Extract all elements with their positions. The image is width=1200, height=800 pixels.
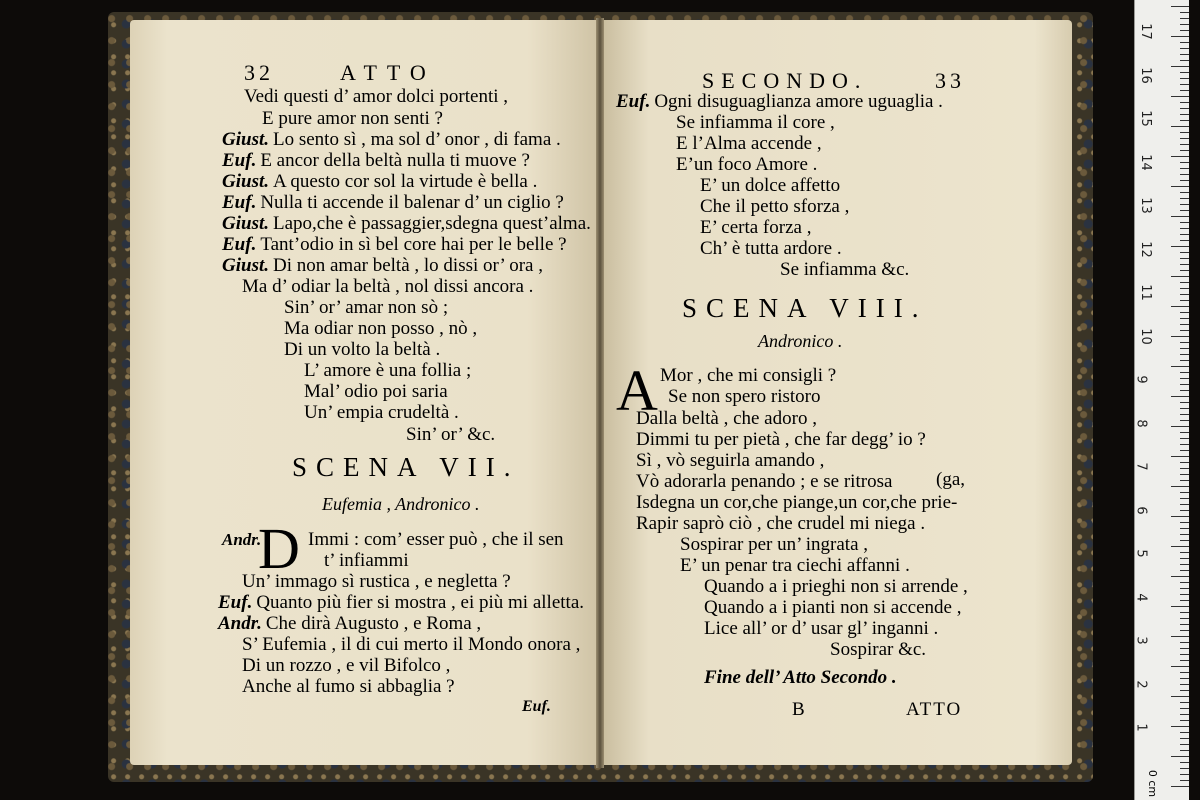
verse-text: Lapo,che è passaggier,sdegna quest’alma. xyxy=(273,213,591,234)
ruler-tick xyxy=(1180,450,1189,451)
verse-text: Quanto più fier si mostra , ei più mi alletta. xyxy=(256,592,585,613)
verse-text: Nulla ti accende il balenar d’ un ciglio ? xyxy=(260,192,564,213)
ruler-unit: 0 cm xyxy=(1146,769,1160,798)
ruler-tick xyxy=(1180,744,1189,745)
ruler-tick xyxy=(1180,570,1189,571)
ruler-tick xyxy=(1180,228,1189,229)
verse-line xyxy=(242,572,511,592)
ruler-tick xyxy=(1180,120,1189,121)
verse-text: Dalla beltà , che adoro , xyxy=(636,408,817,429)
ruler-tick xyxy=(1180,198,1189,199)
ruler-tick xyxy=(1180,162,1189,163)
ruler-tick xyxy=(1171,486,1189,487)
ruler-tick xyxy=(1180,402,1189,403)
ruler-tick xyxy=(1180,624,1189,625)
ruler-tick xyxy=(1180,282,1189,283)
ruler-tick xyxy=(1180,204,1189,205)
ruler-tick xyxy=(1180,360,1189,361)
ruler-tick xyxy=(1180,600,1189,601)
verse-line xyxy=(218,593,584,613)
ruler-tick xyxy=(1180,342,1189,343)
ruler-tick xyxy=(1180,642,1189,643)
ruler-number: 17 xyxy=(1137,23,1153,40)
verse-line xyxy=(304,382,448,402)
verse-text: Isdegna un cor,che piange,un cor,che prie- xyxy=(636,492,958,513)
verse-line xyxy=(222,214,591,234)
speaker-label: Giust. xyxy=(222,171,269,192)
verse-text: E ancor della beltà nulla ti muove ? xyxy=(260,150,530,171)
speaker-label: Giust. xyxy=(222,213,269,234)
ruler-tick xyxy=(1180,12,1189,13)
ruler-tick xyxy=(1180,654,1189,655)
left-dropcap-speaker: Andr. xyxy=(222,530,262,549)
ruler-tick xyxy=(1180,612,1189,613)
ruler-tick xyxy=(1180,750,1189,751)
ruler-number: 6 xyxy=(1133,505,1149,515)
ruler-tick xyxy=(1180,240,1189,241)
ruler-tick xyxy=(1171,36,1189,37)
verse-line xyxy=(218,614,481,634)
ruler-tick xyxy=(1171,306,1189,307)
ruler-tick xyxy=(1180,78,1189,79)
ruler-tick xyxy=(1180,30,1189,31)
ruler-tick xyxy=(1180,234,1189,235)
ruler-tick xyxy=(1180,594,1189,595)
ruler-tick xyxy=(1180,582,1189,583)
ruler-tick xyxy=(1171,636,1189,637)
ruler-tick xyxy=(1171,96,1189,97)
ruler-tick xyxy=(1180,18,1189,19)
verse-line xyxy=(262,109,443,129)
ruler-tick xyxy=(1180,498,1189,499)
ruler-tick xyxy=(1180,108,1189,109)
ruler-tick xyxy=(1180,180,1189,181)
ruler-tick xyxy=(1180,24,1189,25)
verse-line xyxy=(304,361,471,381)
verse-text: Vedi questi d’ amor dolci portenti , xyxy=(244,86,509,107)
ruler-tick xyxy=(1171,156,1189,157)
ruler-number: 13 xyxy=(1137,197,1153,214)
ruler-number: 7 xyxy=(1133,462,1149,471)
verse-text: Ogni disuguaglianza amore uguaglia . xyxy=(654,91,943,112)
verse-line xyxy=(284,340,440,360)
ruler-tick xyxy=(1180,684,1189,685)
ruler-tick xyxy=(1171,456,1189,457)
verse-text: Un’ immago sì rustica , e negletta ? xyxy=(242,571,511,592)
verse-text: Che il petto sforza , xyxy=(700,196,850,217)
ruler-tick xyxy=(1180,432,1189,433)
right-running-head: SECONDO. xyxy=(702,68,868,93)
ruler-tick xyxy=(1171,786,1189,787)
ruler-tick xyxy=(1180,768,1189,769)
verse-text: Che dirà Augusto , e Roma , xyxy=(265,613,482,634)
ruler-tick xyxy=(1180,408,1189,409)
verse-line xyxy=(704,577,968,597)
ruler-tick xyxy=(1180,510,1189,511)
ruler-tick xyxy=(1180,330,1189,331)
verse-line xyxy=(636,451,824,471)
ruler-tick xyxy=(1171,606,1189,607)
ruler-tick xyxy=(1171,66,1189,67)
ruler-tick xyxy=(1171,726,1189,727)
verse-text: S’ Eufemia , il di cui merto il Mondo onora , xyxy=(242,634,581,655)
speaker-label: Euf. xyxy=(222,234,257,255)
verse-line xyxy=(830,640,926,660)
verse-text: Ch’ è tutta ardore . xyxy=(700,238,842,259)
verse-text: Di un rozzo , e vil Bifolco , xyxy=(242,655,451,676)
verse-line xyxy=(242,656,450,676)
ruler-tick xyxy=(1180,294,1189,295)
speaker-label: Euf. xyxy=(616,91,651,112)
ruler-tick xyxy=(1180,462,1189,463)
ruler-tick xyxy=(1171,516,1189,517)
verse-text: E pure amor non senti ? xyxy=(262,108,443,129)
ruler-tick xyxy=(1180,174,1189,175)
ruler-tick xyxy=(1180,300,1189,301)
verse-line xyxy=(304,403,459,423)
right-end-line: Fine dell’ Atto Secondo . xyxy=(704,667,897,688)
verse-text: A questo cor sol la virtude è bella . xyxy=(273,171,538,192)
ruler-tick xyxy=(1180,42,1189,43)
ruler-number: 12 xyxy=(1137,240,1153,258)
verse-line xyxy=(636,472,892,492)
ruler-number: 10 xyxy=(1137,327,1153,345)
ruler-tick xyxy=(1171,666,1189,667)
verse-text: L’ amore è una follia ; xyxy=(304,360,472,381)
speaker-label: Euf. xyxy=(222,150,257,171)
ruler-tick xyxy=(1180,390,1189,391)
ruler-tick xyxy=(1180,492,1189,493)
ruler-tick xyxy=(1180,168,1189,169)
verse-text: E’un foco Amore . xyxy=(676,154,818,175)
ruler-tick xyxy=(1171,366,1189,367)
ruler-tick xyxy=(1180,504,1189,505)
speaker-label: Andr. xyxy=(218,613,262,634)
ruler-tick xyxy=(1180,48,1189,49)
verse-line xyxy=(244,87,508,107)
ruler-tick xyxy=(1180,564,1189,565)
verse-line xyxy=(636,493,957,513)
verse-text: Sì , vò seguirla amando , xyxy=(636,450,825,471)
verse-text: Quando a i prieghi non si arrende , xyxy=(704,576,968,597)
ruler-tick xyxy=(1171,336,1189,337)
ruler-number: 8 xyxy=(1133,418,1149,428)
ruler-number: 16 xyxy=(1137,66,1153,84)
right-dropcap-letter: A xyxy=(616,358,658,423)
left-scene-heading: SCENA VII. xyxy=(292,452,520,482)
ruler-number: 15 xyxy=(1137,110,1153,127)
ruler-tick xyxy=(1180,144,1189,145)
verse-text: E’ un dolce affetto xyxy=(700,175,841,196)
ruler-tick xyxy=(1180,252,1189,253)
ruler-tick xyxy=(1180,780,1189,781)
ruler-tick xyxy=(1180,534,1189,535)
ruler-number: 14 xyxy=(1137,153,1153,171)
ruler-tick xyxy=(1180,54,1189,55)
verse-text: Lo sento sì , ma sol d’ onor , di fama . xyxy=(273,129,561,150)
ruler-tick xyxy=(1180,552,1189,553)
speaker-label: Euf. xyxy=(218,592,253,613)
ruler-number: 1 xyxy=(1133,723,1149,732)
ruler-tick xyxy=(1180,522,1189,523)
left-page-number: 32 xyxy=(244,60,274,85)
ruler-tick xyxy=(1171,6,1189,7)
verse-line xyxy=(284,319,477,339)
ruler-number: 5 xyxy=(1133,549,1149,558)
speaker-label: Giust. xyxy=(222,129,269,150)
ruler-tick xyxy=(1180,708,1189,709)
ruler-tick xyxy=(1180,660,1189,661)
ruler-tick xyxy=(1180,372,1189,373)
verse-line xyxy=(636,409,817,429)
verse-line xyxy=(222,235,567,255)
verse-text: Rapir saprò ciò , che crudel mi niega . xyxy=(636,513,926,534)
right-catchword: ATTO xyxy=(906,699,963,720)
verse-line xyxy=(676,155,817,175)
ruler-tick xyxy=(1171,576,1189,577)
verse-line xyxy=(222,172,537,192)
right-dropcap-line2: Se non spero ristoro xyxy=(668,386,821,407)
ruler-tick xyxy=(1180,738,1189,739)
ruler-tick xyxy=(1171,246,1189,247)
verse-text: Se infiamma il core , xyxy=(676,112,835,133)
verse-text: E’ certa forza , xyxy=(700,217,812,238)
ruler-tick xyxy=(1171,426,1189,427)
ruler-number: 2 xyxy=(1133,679,1149,689)
left-dropcap-line2: t’ infiammi xyxy=(324,550,409,571)
ruler-tick xyxy=(1180,444,1189,445)
ruler-tick xyxy=(1180,474,1189,475)
verse-line xyxy=(636,514,925,534)
ruler-tick xyxy=(1171,126,1189,127)
left-scene-characters: Eufemia , Andronico . xyxy=(322,494,480,514)
verse-text: Sin’ or’ &c. xyxy=(406,424,496,445)
ruler-tick xyxy=(1180,348,1189,349)
right-overflow-word: (ga, xyxy=(936,469,966,490)
book-gutter xyxy=(596,18,604,768)
ruler-tick xyxy=(1180,720,1189,721)
ruler-tick xyxy=(1180,732,1189,733)
verse-text: Lice all’ or d’ usar gl’ inganni . xyxy=(704,618,939,639)
ruler-tick xyxy=(1171,276,1189,277)
verse-line xyxy=(242,635,580,655)
ruler-tick xyxy=(1171,756,1189,757)
left-dropcap-line1: Immi : com’ esser può , che il sen xyxy=(308,529,564,550)
left-dropcap-letter: D xyxy=(258,516,300,581)
ruler-tick xyxy=(1180,90,1189,91)
ruler-tick xyxy=(1180,72,1189,73)
ruler-tick xyxy=(1180,84,1189,85)
ruler-tick xyxy=(1180,468,1189,469)
ruler-tick xyxy=(1180,288,1189,289)
verse-line xyxy=(700,218,811,238)
ruler-tick xyxy=(1180,762,1189,763)
verse-text: Dimmi tu per pietà , che far degg’ io ? xyxy=(636,429,926,450)
ruler-tick xyxy=(1171,186,1189,187)
ruler-tick xyxy=(1180,480,1189,481)
ruler-tick xyxy=(1180,558,1189,559)
ruler-tick xyxy=(1180,60,1189,61)
ruler-tick xyxy=(1171,216,1189,217)
verse-line xyxy=(680,535,868,555)
ruler-tick xyxy=(1180,114,1189,115)
ruler-tick xyxy=(1180,690,1189,691)
verse-line xyxy=(700,239,842,259)
verse-text: Ma odiar non posso , nò , xyxy=(284,318,478,339)
ruler-number: 9 xyxy=(1133,375,1149,384)
verse-line xyxy=(700,176,840,196)
verse-text: Tant’odio in sì bel core hai per le belle ? xyxy=(260,234,567,255)
verse-text: Di non amar beltà , lo dissi or’ ora , xyxy=(273,255,543,276)
ruler-tick xyxy=(1180,540,1189,541)
right-dropcap-line1: Mor , che mi consigli ? xyxy=(660,365,837,386)
ruler-tick xyxy=(1180,102,1189,103)
ruler-number: 11 xyxy=(1137,284,1153,301)
verse-line xyxy=(242,677,455,697)
ruler-tick xyxy=(1180,192,1189,193)
verse-line xyxy=(406,425,495,445)
ruler-tick xyxy=(1180,132,1189,133)
ruler-tick xyxy=(1180,774,1189,775)
ruler-number: 4 xyxy=(1133,592,1149,602)
ruler-tick xyxy=(1180,324,1189,325)
ruler-tick xyxy=(1180,414,1189,415)
verse-text: E l’Alma accende , xyxy=(676,133,822,154)
left-running-head: ATTO xyxy=(340,60,436,85)
verse-line xyxy=(780,260,909,280)
signature-mark: B xyxy=(792,699,805,720)
verse-line xyxy=(222,151,530,171)
ruler-tick xyxy=(1180,222,1189,223)
ruler-tick xyxy=(1180,420,1189,421)
verse-text: Di un volto la beltà . xyxy=(284,339,441,360)
verse-line xyxy=(284,298,448,318)
verse-text: Quando a i pianti non si accende , xyxy=(704,597,962,618)
ruler-tick xyxy=(1180,648,1189,649)
ruler-tick xyxy=(1180,258,1189,259)
verse-line xyxy=(676,134,822,154)
ruler-tick xyxy=(1180,702,1189,703)
verse-line xyxy=(222,130,561,150)
verse-line xyxy=(636,430,926,450)
verse-line xyxy=(700,197,849,217)
ruler-tick xyxy=(1180,312,1189,313)
ruler-tick xyxy=(1180,672,1189,673)
left-catchword: Euf. xyxy=(522,698,551,715)
verse-text: Sin’ or’ amar non sò ; xyxy=(284,297,449,318)
measurement-ruler xyxy=(1134,0,1189,800)
right-scene-characters: Andronico . xyxy=(758,331,843,351)
ruler-tick xyxy=(1180,528,1189,529)
ruler-tick xyxy=(1180,678,1189,679)
verse-text: Vò adorarla penando ; e se ritrosa xyxy=(636,471,893,492)
verse-line xyxy=(704,619,938,639)
verse-line xyxy=(222,256,543,276)
verse-text: Se infiamma &c. xyxy=(780,259,910,280)
ruler-tick xyxy=(1180,150,1189,151)
verse-line xyxy=(242,277,533,297)
verse-line xyxy=(676,113,835,133)
verse-text: Mal’ odio poi saria xyxy=(304,381,448,402)
ruler-tick xyxy=(1180,354,1189,355)
ruler-tick xyxy=(1180,210,1189,211)
ruler-tick xyxy=(1180,588,1189,589)
verse-text: Sospirar &c. xyxy=(830,639,927,660)
ruler-tick xyxy=(1180,618,1189,619)
verse-text: E’ un penar tra ciechi affanni . xyxy=(680,555,910,576)
ruler-tick xyxy=(1171,396,1189,397)
verse-text: Anche al fumo si abbaglia ? xyxy=(242,676,455,697)
verse-text: Ma d’ odiar la beltà , nol dissi ancora . xyxy=(242,276,534,297)
ruler-tick xyxy=(1180,384,1189,385)
verse-line xyxy=(222,193,564,213)
ruler-number: 3 xyxy=(1133,636,1149,645)
ruler-tick xyxy=(1180,630,1189,631)
ruler-tick xyxy=(1180,270,1189,271)
right-scene-heading: SCENA VIII. xyxy=(682,293,928,323)
speaker-label: Giust. xyxy=(222,255,269,276)
verse-text: Un’ empia crudeltà . xyxy=(304,402,459,423)
ruler-tick xyxy=(1180,378,1189,379)
verse-text: Sospirar per un’ ingrata , xyxy=(680,534,869,555)
ruler-tick xyxy=(1171,546,1189,547)
ruler-tick xyxy=(1180,318,1189,319)
ruler-tick xyxy=(1180,714,1189,715)
ruler-tick xyxy=(1180,138,1189,139)
speaker-label: Euf. xyxy=(222,192,257,213)
ruler-tick xyxy=(1180,264,1189,265)
right-page-number: 33 xyxy=(935,68,965,93)
verse-line xyxy=(616,92,943,112)
ruler-tick xyxy=(1171,696,1189,697)
ruler-tick xyxy=(1180,438,1189,439)
verse-line xyxy=(680,556,910,576)
verse-line xyxy=(704,598,961,618)
